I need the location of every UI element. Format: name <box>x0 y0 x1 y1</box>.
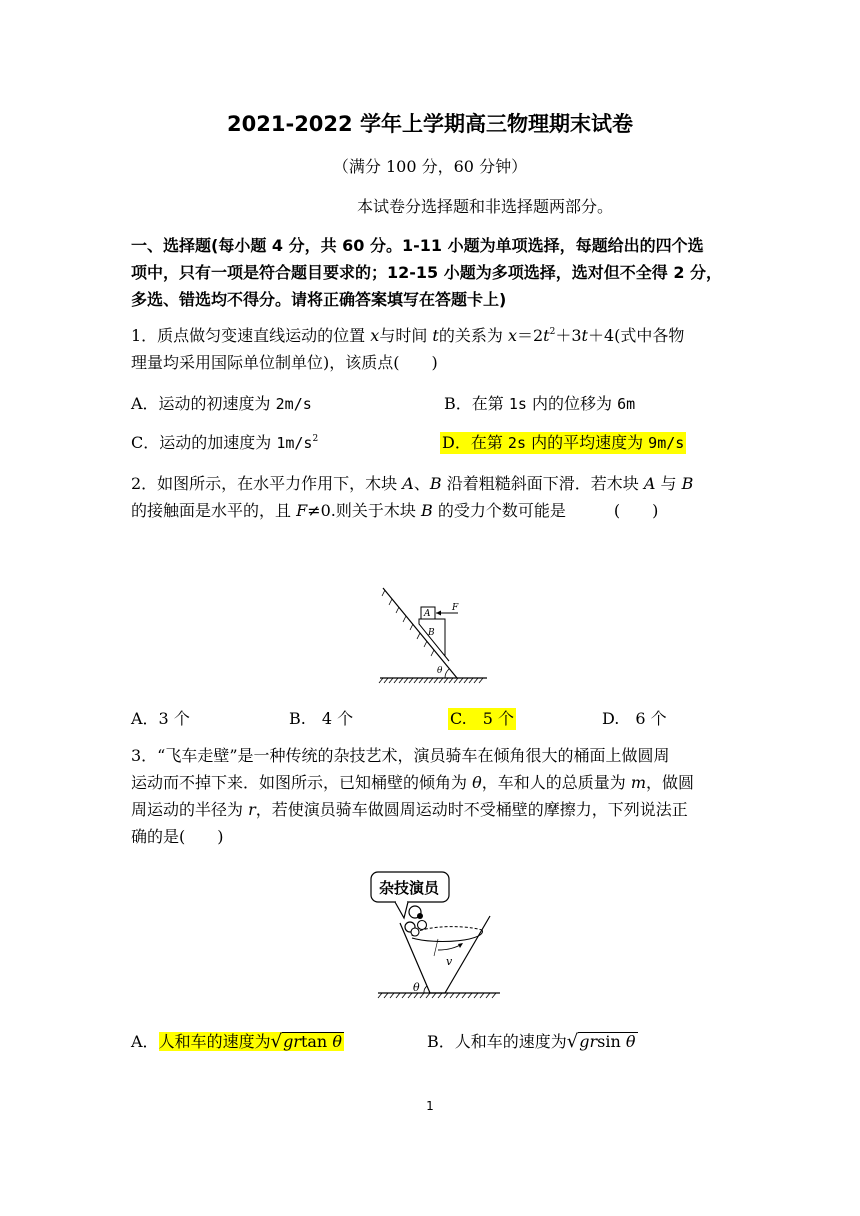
q3-option-a: A．人和车的速度为√grtan θ <box>131 1031 342 1052</box>
q3-option-b: B．人和车的速度为√grsin θ <box>427 1031 636 1052</box>
label-block-b: B <box>428 628 435 638</box>
q1-option-a: A．运动的初速度为 2m/s <box>131 394 312 413</box>
q3-option-a-highlight: 人和车的速度为√grtan θ <box>158 1031 342 1052</box>
q1-option-b: B．在第 1s 内的位移为 6m <box>444 394 636 413</box>
exam-intro: 本试卷分选择题和非选择题两部分。 <box>357 197 614 216</box>
section1-line3: 多选、错选均不得分。请将正确答案填写在答题卡上) <box>131 290 507 309</box>
exam-subtitle: （满分 100 分，60 分钟） <box>332 157 528 176</box>
page-number: 1 <box>426 1099 434 1113</box>
q2-option-b: B. 4 个 <box>289 709 354 728</box>
page-title: 2021-2022 学年上学期高三物理期末试卷 <box>227 112 633 136</box>
q3-stem-line2: 运动而不掉下来．如图所示，已知桶壁的倾角为 θ，车和人的总质量为 m，做圆 <box>131 773 695 792</box>
performer-label: 杂技演员 <box>379 879 440 897</box>
q2-stem-line1: 2．如图所示，在水平力作用下，木块 A、B 沿着粗糙斜面下滑．若木块 A 与 B <box>131 474 694 493</box>
q3-stem-line1: 3．“飞车走壁”是一种传统的杂技艺术，演员骑车在倾角很大的桶面上做圆周 <box>131 746 670 765</box>
q1-option-d-highlighted: D．在第 2s 内的平均速度为 9m/s <box>442 433 685 452</box>
q1-option-c: C．运动的加速度为 $1m/s^2$ <box>131 433 319 452</box>
incline-block-diagram <box>375 583 490 688</box>
q1-stem-line1: 1．质点做匀变速直线运动的位置 x与时间 t的关系为 $x=2t^2+3t+4$(式中各物 <box>131 326 685 345</box>
section1-line1: 一、选择题(每小题 4 分，共 60 分。1-11 小题为单项选择，每题给出的四个选 <box>131 236 704 255</box>
label-angle-theta: θ <box>437 666 443 676</box>
q2-stem-line2: 的接触面是水平的，且 F≠0.则关于木块 B 的受力个数可能是 ( ) <box>131 501 659 520</box>
label-angle-theta: θ <box>413 981 420 994</box>
label-force-f: F <box>452 603 459 613</box>
q3-stem-line4: 确的是( ) <box>131 827 224 846</box>
q2-option-d: D. 6 个 <box>602 709 667 728</box>
label-block-a: A <box>424 609 431 619</box>
flying-car-wall-diagram <box>370 868 510 1003</box>
q2-option-c-highlighted: C. 5 个 <box>450 709 515 728</box>
q3-stem-line3: 周运动的半径为 r，若使演员骑车做圆周运动时不受桶壁的摩擦力，下列说法正 <box>131 800 688 819</box>
label-velocity-v: v <box>446 955 453 968</box>
section1-line2: 项中，只有一项是符合题目要求的；12-15 小题为多项选择，选对但不全得 2 分， <box>131 263 723 282</box>
q1-stem-line2: 理量均采用国际单位制单位)，该质点( ) <box>131 353 438 372</box>
q2-option-a: A．3 个 <box>131 709 190 728</box>
